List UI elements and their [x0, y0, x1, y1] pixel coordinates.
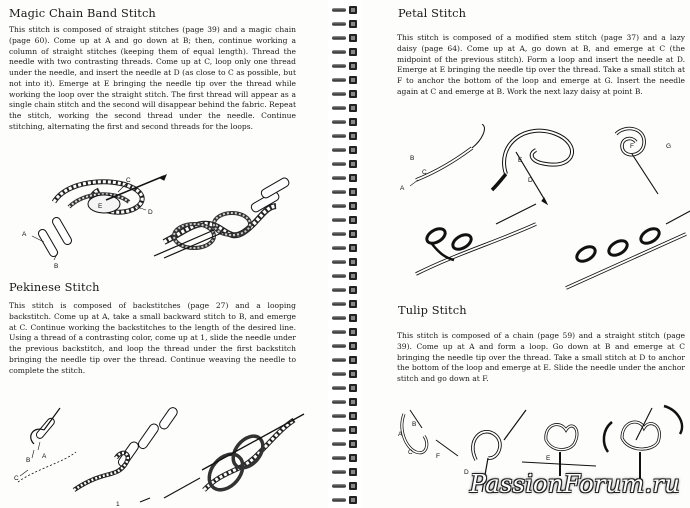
- magic-chain-title: Magic Chain Band Stitch: [9, 6, 156, 20]
- tulip-text: This stitch is composed of a chain (page 59) and a straight stitch (page 39). Come up at A and form a loop. Go down at B and emerge at C bringing the needle tip over the thread. Take a small stitch at D to anchor the bottom of the loop and emerge at E. Slide the needle under the anchor stitch and go down at F.: [397, 331, 685, 383]
- binding-coil: [332, 384, 358, 393]
- right-page: [362, 0, 690, 508]
- petal-title: Petal Stitch: [398, 6, 467, 20]
- pekinese-label-b: B: [26, 457, 31, 464]
- magic-label-e: E: [98, 203, 103, 210]
- binding-coil: [332, 34, 358, 43]
- binding-coil: [332, 76, 358, 85]
- binding-coil: [332, 272, 358, 281]
- binding-coil: [332, 90, 358, 99]
- binding-coil: [332, 62, 358, 71]
- watermark: PassionForum.ru: [469, 470, 680, 498]
- tulip-title: Tulip Stitch: [398, 303, 467, 317]
- magic-label-b: B: [54, 263, 59, 270]
- binding-coil: [332, 6, 358, 15]
- binding-coil: [332, 216, 358, 225]
- binding-coil: [332, 328, 358, 337]
- tulip-label-a: A: [398, 431, 403, 438]
- binding-coil: [332, 496, 358, 505]
- binding-coil: [332, 412, 358, 421]
- binding-coil: [332, 48, 358, 57]
- binding-coil: [332, 398, 358, 407]
- pekinese-title: Pekinese Stitch: [9, 280, 100, 294]
- tulip-label-f: F: [436, 453, 440, 460]
- tulip-label-b: B: [412, 421, 417, 428]
- binding-coil: [332, 160, 358, 169]
- petal-label-c: C: [422, 169, 427, 176]
- binding-coil: [332, 202, 358, 211]
- binding-coil: [332, 20, 358, 29]
- magic-chain-text: This stitch is composed of straight stitches (page 39) and a magic chain (page 60). Come up at A and go down at B; then, continue working a column of straight stitches (keeping them of equal length). Thread the needle with two contrasting threads. Come up at C, loop only one thread under the needle, and insert the needle at D (as close to C as possible, but not into it). Emerge at E bringing the needle tip over the thread while working the loop over the straight stitch. The first thread will appear as a single chain stitch and the second will disappear behind the fabric. Repeat the stitch, working the second thread under the needle. Continue stitching, alternating the first and second threads for the loops.: [9, 25, 296, 131]
- tulip-label-c: C: [408, 449, 413, 456]
- binding-coil: [332, 118, 358, 127]
- magic-label-d: D: [148, 209, 153, 216]
- binding-coil: [332, 230, 358, 239]
- binding-coil: [332, 174, 358, 183]
- binding-coil: [332, 370, 358, 379]
- binding-coil: [332, 300, 358, 309]
- left-page: [0, 0, 328, 508]
- binding-coil: [332, 342, 358, 351]
- tulip-label-e: E: [546, 455, 551, 462]
- petal-illustration: [396, 124, 690, 306]
- petal-label-b: B: [410, 155, 415, 162]
- petal-label-f: F: [630, 143, 634, 150]
- binding-coil: [332, 440, 358, 449]
- binding-coil: [332, 286, 358, 295]
- petal-text: This stitch is composed of a modified stem stitch (page 37) and a lazy daisy (page 64). Come up at A, go down at B, and emerge at C (the midpoint of the previous stitch). Form a loop and insert the needle at D. Emerge at E bringing the needle tip over the thread. Take a small stitch at F to anchor the bottom of the loop and emerge at G. Insert the needle again at C and emerge at B. Work the next lazy daisy at point B.: [397, 33, 685, 96]
- binding-coil: [332, 454, 358, 463]
- binding-coil: [332, 244, 358, 253]
- binding-coil: [332, 468, 358, 477]
- spiral-binding: [328, 0, 362, 508]
- pekinese-illustration: [4, 400, 316, 508]
- petal-label-a: A: [400, 185, 405, 192]
- binding-coil: [332, 314, 358, 323]
- magic-label-a: A: [22, 231, 27, 238]
- binding-coil: [332, 146, 358, 155]
- binding-coil: [332, 188, 358, 197]
- pekinese-label-c: C: [14, 475, 19, 482]
- binding-coil: [332, 132, 358, 141]
- pekinese-label-a: A: [42, 453, 47, 460]
- binding-coil: [332, 426, 358, 435]
- magic-chain-illustration: [14, 162, 314, 280]
- binding-coil: [332, 258, 358, 267]
- binding-coil: [332, 356, 358, 365]
- petal-label-e: E: [518, 157, 523, 164]
- pekinese-label-1: 1: [116, 501, 120, 508]
- binding-coil: [332, 482, 358, 491]
- tulip-label-d: D: [464, 469, 469, 476]
- petal-label-d: D: [528, 177, 533, 184]
- magic-label-c: C: [126, 177, 131, 184]
- pekinese-text: This stitch is composed of backstitches (page 27) and a looping backstitch. Come up at A, take a small backward stitch to B, and emerge at C. Continue working the backstitches to the length of the desired line. Using a thread of a contrasting color, come up at 1, slide the needle under the previous backstitch, and loop the thread under the first backstitch bringing the needle tip over the thread. Continue weaving the needle to complete the stitch.: [9, 301, 296, 375]
- petal-label-g: G: [666, 143, 672, 150]
- binding-coil: [332, 104, 358, 113]
